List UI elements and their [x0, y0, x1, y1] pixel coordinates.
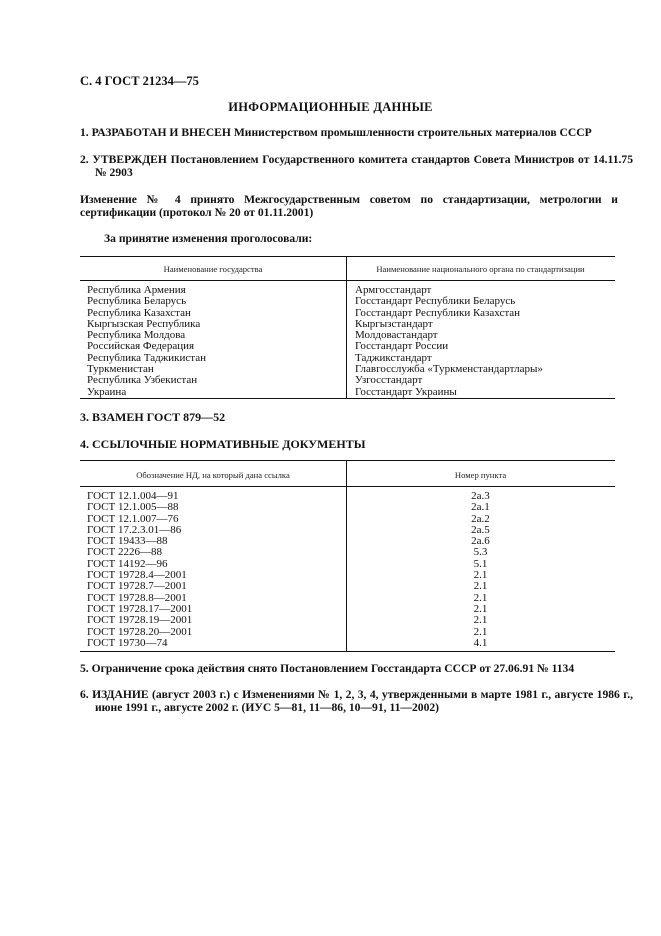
- table1-header-body: Наименование национального органа по стандартизации: [376, 264, 585, 274]
- item-developed: 1. РАЗРАБОТАН И ВНЕСЕН Министерством промышленности строительных материалов СССР: [80, 126, 592, 139]
- table-row: Таджикстандарт: [355, 351, 432, 364]
- table-row: Госстандарт России: [355, 340, 449, 353]
- table-row: Республика Армения: [87, 284, 186, 296]
- table-row: Кыргызстандарт: [355, 317, 433, 330]
- table-row: Молдовастандарт: [355, 329, 438, 342]
- table-row: ГОСТ 12.1.004—91: [87, 490, 179, 502]
- table2-rule-top: [80, 460, 615, 461]
- table-row: ГОСТ 19728.4—2001: [87, 569, 187, 582]
- table1-rule-bot: [80, 398, 615, 399]
- table-row: Республика Беларусь: [87, 295, 187, 308]
- table-row: ГОСТ 12.1.005—88: [87, 501, 179, 514]
- document-title: ИНФОРМАЦИОННЫЕ ДАННЫЕ: [228, 100, 433, 114]
- table-row: Республика Казахстан: [87, 306, 191, 319]
- item-expiration: 5. Ограничение срока действия снято Постановлением Госстандарта СССР от 27.06.91 № 1134: [80, 662, 575, 675]
- table-row: Главгосслужба «Туркменстандартлары»: [355, 363, 543, 376]
- amendment-note: Изменение № 4 принято Межгосударственным советом по стандартизации, метрологии и сертификации (протокол № 20 от 01.11.2001): [80, 193, 618, 219]
- table-row: 2а.5: [471, 523, 490, 536]
- table-row: 2.1: [473, 569, 488, 582]
- table-row: ГОСТ 19730—74: [87, 636, 168, 649]
- table1-states-col: [87, 285, 206, 398]
- table2-rule-bot: [80, 651, 615, 652]
- table-row: ГОСТ 12.1.007—76: [87, 512, 179, 525]
- table2-points-col: [346, 491, 615, 649]
- table-row: Госстандарт Украины: [355, 385, 457, 398]
- table-row: 2.1: [473, 591, 488, 604]
- table-row: Республика Узбекистан: [87, 374, 198, 387]
- table-row: ГОСТ 19728.20—2001: [87, 625, 193, 638]
- table-row: Кыргызская Республика: [87, 317, 201, 330]
- table2-header-doc: Обозначение НД, на который дана ссылка: [136, 470, 290, 480]
- item-approved: 2. УТВЕРЖДЕН Постановлением Государственного комитета стандартов Совета Министров от 14.11.75 № 2903: [80, 153, 633, 179]
- table1-rule-mid: [80, 280, 615, 281]
- table1-bodies-col: [355, 285, 543, 398]
- table-row: ГОСТ 19728.17—2001: [87, 602, 193, 615]
- table-row: ГОСТ 19433—88: [87, 535, 168, 548]
- table-row: ГОСТ 14192—96: [87, 557, 168, 570]
- page-header: С. 4 ГОСТ 21234—75: [80, 74, 199, 88]
- table-row: Республика Таджикистан: [87, 351, 206, 364]
- vote-heading: За принятие изменения проголосовали:: [104, 232, 313, 245]
- table-row: 5.1: [473, 557, 488, 570]
- item-references-heading: 4. ССЫЛОЧНЫЕ НОРМАТИВНЫЕ ДОКУМЕНТЫ: [80, 437, 366, 451]
- table-row: ГОСТ 19728.8—2001: [87, 591, 187, 604]
- table1-header-state: Наименование государства: [163, 264, 263, 274]
- table-row: Республика Молдова: [87, 329, 186, 342]
- table-row: ГОСТ 17.2.3.01—86: [87, 523, 182, 536]
- table-row: 2.1: [473, 602, 488, 615]
- table-row: 5.3: [473, 546, 488, 559]
- table1-divider: [346, 256, 347, 398]
- table-row: Украина: [87, 385, 127, 398]
- table2-rule-mid: [80, 486, 615, 487]
- table-row: 2.1: [473, 580, 488, 593]
- table-row: 2.1: [473, 625, 488, 638]
- table2-docs-col: [87, 491, 192, 649]
- table-row: 2.1: [473, 614, 488, 627]
- item-edition: 6. ИЗДАНИЕ (август 2003 г.) с Изменениями № 1, 2, 3, 4, утвержденными в марте 1981 г., августе 1986 г., июне 1991 г., августе 2002 г. (ИУС 5—81, 11—86, 10—91, 11—2002): [80, 688, 633, 714]
- table-row: 4.1: [473, 636, 488, 649]
- table-row: 2а.1: [471, 501, 490, 514]
- table-row: 2а.6: [471, 535, 490, 548]
- table2-header-point: Номер пункта: [454, 470, 507, 480]
- table-row: Узгосстандарт: [355, 374, 423, 387]
- item-replaces: 3. ВЗАМЕН ГОСТ 879—52: [80, 410, 226, 424]
- table-row: 2а.2: [471, 512, 490, 525]
- table-row: Госстандарт Республики Казахстан: [355, 306, 521, 319]
- table-row: Армгосстандарт: [355, 284, 432, 296]
- table-row: Российская Федерация: [87, 340, 195, 353]
- table-row: ГОСТ 19728.7—2001: [87, 580, 187, 593]
- table-row: 2а.3: [471, 490, 490, 502]
- table-row: Туркменистан: [87, 363, 154, 376]
- table-row: ГОСТ 2226—88: [87, 546, 162, 559]
- table1-rule-top: [80, 256, 615, 257]
- table-row: Госстандарт Республики Беларусь: [355, 295, 516, 308]
- table-row: ГОСТ 19728.19—2001: [87, 614, 193, 627]
